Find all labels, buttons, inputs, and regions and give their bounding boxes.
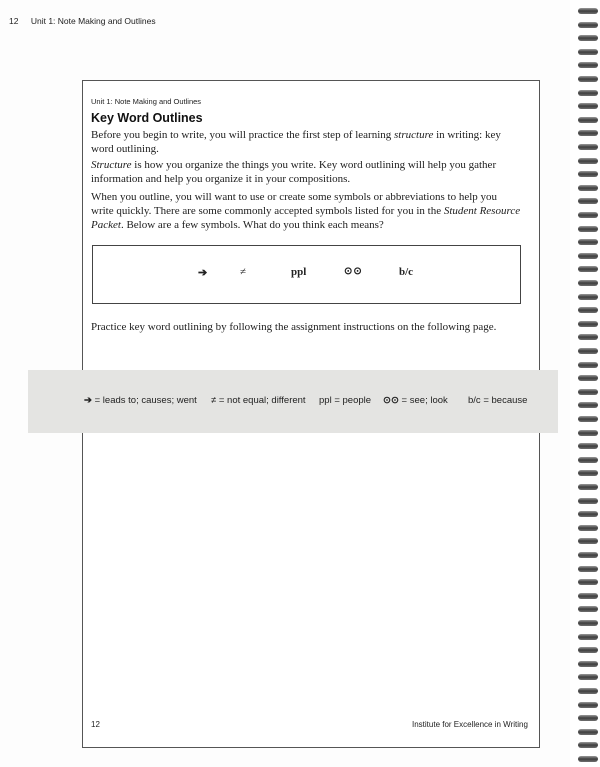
spiral-coil bbox=[578, 470, 598, 476]
spiral-coil bbox=[578, 76, 598, 82]
spiral-coil bbox=[578, 375, 598, 381]
spiral-coil bbox=[578, 647, 598, 653]
spiral-coil bbox=[578, 280, 598, 286]
paragraph-1: Before you begin to write, you will practice the first step of learning structure in writing: key word outlining. bbox=[91, 129, 501, 155]
spiral-coil bbox=[578, 511, 598, 517]
spiral-coil bbox=[578, 35, 598, 41]
arrow-symbol: ➔ bbox=[198, 267, 208, 279]
spiral-coil bbox=[578, 294, 598, 300]
footer-publisher: Institute for Excellence in Writing bbox=[412, 720, 528, 729]
spiral-coil bbox=[578, 239, 598, 245]
paragraph-3: When you outline, you will want to use or create some symbols or abbreviations to help you write quickly. There are some commonly accepted symbols listed for you in the Student Resource Packet. Below are a few symbols. What do you think each means? bbox=[91, 191, 521, 231]
spiral-coil bbox=[578, 484, 598, 490]
paragraph-4: Practice key word outlining by following the assignment instructions on the following page. bbox=[91, 321, 497, 333]
legend-arrow: ➔ = leads to; causes; went bbox=[84, 395, 197, 406]
legend-see: ⊙⊙ = see; look bbox=[383, 395, 448, 406]
spiral-coil bbox=[578, 117, 598, 123]
eyes-symbol: ⊙⊙ bbox=[344, 266, 363, 277]
symbol-box bbox=[92, 245, 521, 304]
spiral-coil bbox=[578, 8, 598, 14]
structure-italic-2: Structure bbox=[91, 159, 132, 171]
spiral-coil bbox=[578, 103, 598, 109]
spiral-coil bbox=[578, 566, 598, 572]
spiral-coil bbox=[578, 348, 598, 354]
spiral-coil bbox=[578, 253, 598, 259]
resource-packet-italic: Student Resource Packet bbox=[91, 205, 521, 231]
spiral-coil bbox=[578, 226, 598, 232]
spiral-coil bbox=[578, 688, 598, 694]
spiral-coil bbox=[578, 620, 598, 626]
spiral-coil bbox=[578, 22, 598, 28]
spiral-coil bbox=[578, 674, 598, 680]
legend-because: b/c = because bbox=[468, 395, 528, 406]
spiral-coil bbox=[578, 634, 598, 640]
spiral-coil bbox=[578, 144, 598, 150]
spiral-coil bbox=[578, 321, 598, 327]
spiral-coil bbox=[578, 715, 598, 721]
ppl-symbol: ppl bbox=[291, 266, 307, 278]
spiral-coil bbox=[578, 606, 598, 612]
spiral-coil bbox=[578, 266, 598, 272]
legend-people: ppl = people bbox=[319, 395, 372, 406]
spiral-coil bbox=[578, 742, 598, 748]
spiral-coil bbox=[578, 158, 598, 164]
spiral-coil bbox=[578, 498, 598, 504]
spiral-coil bbox=[578, 90, 598, 96]
spiral-coil bbox=[578, 389, 598, 395]
spiral-coil bbox=[578, 130, 598, 136]
spiral-coil bbox=[578, 416, 598, 422]
spiral-coil bbox=[578, 171, 598, 177]
because-symbol: b/c bbox=[399, 266, 414, 278]
spiral-coil bbox=[578, 729, 598, 735]
spiral-coil bbox=[578, 362, 598, 368]
outer-unit-title: Unit 1: Note Making and Outlines bbox=[30, 16, 156, 26]
structure-italic: structure bbox=[394, 129, 434, 141]
spiral-coil bbox=[578, 661, 598, 667]
spiral-coil bbox=[578, 402, 598, 408]
not-equal-symbol: ≠ bbox=[240, 266, 247, 278]
spiral-coil bbox=[578, 443, 598, 449]
spiral-coil bbox=[578, 525, 598, 531]
spiral-coil bbox=[578, 212, 598, 218]
legend-not-equal: ≠ = not equal; different bbox=[211, 395, 306, 406]
inner-header: Unit 1: Note Making and Outlines bbox=[91, 97, 202, 106]
spiral-coil bbox=[578, 579, 598, 585]
spiral-coil bbox=[578, 334, 598, 340]
spiral-coil bbox=[578, 62, 598, 68]
section-title: Key Word Outlines bbox=[91, 111, 203, 125]
outer-page-number: 12 bbox=[9, 16, 19, 26]
spiral-coil bbox=[578, 552, 598, 558]
footer-page-number: 12 bbox=[91, 720, 100, 729]
paragraph-2: Structure is how you organize the things you write. Key word outlining will help you gather information and help you organize it in your compositions. bbox=[91, 159, 497, 185]
outer-header bbox=[9, 16, 156, 26]
spiral-coil bbox=[578, 185, 598, 191]
spiral-coil bbox=[578, 702, 598, 708]
spiral-coil bbox=[578, 49, 598, 55]
spiral-coil bbox=[578, 457, 598, 463]
spiral-coil bbox=[578, 593, 598, 599]
spiral-coil bbox=[578, 756, 598, 762]
spiral-coil bbox=[578, 538, 598, 544]
spiral-coil bbox=[578, 198, 598, 204]
spiral-coil bbox=[578, 307, 598, 313]
spiral-coil bbox=[578, 430, 598, 436]
